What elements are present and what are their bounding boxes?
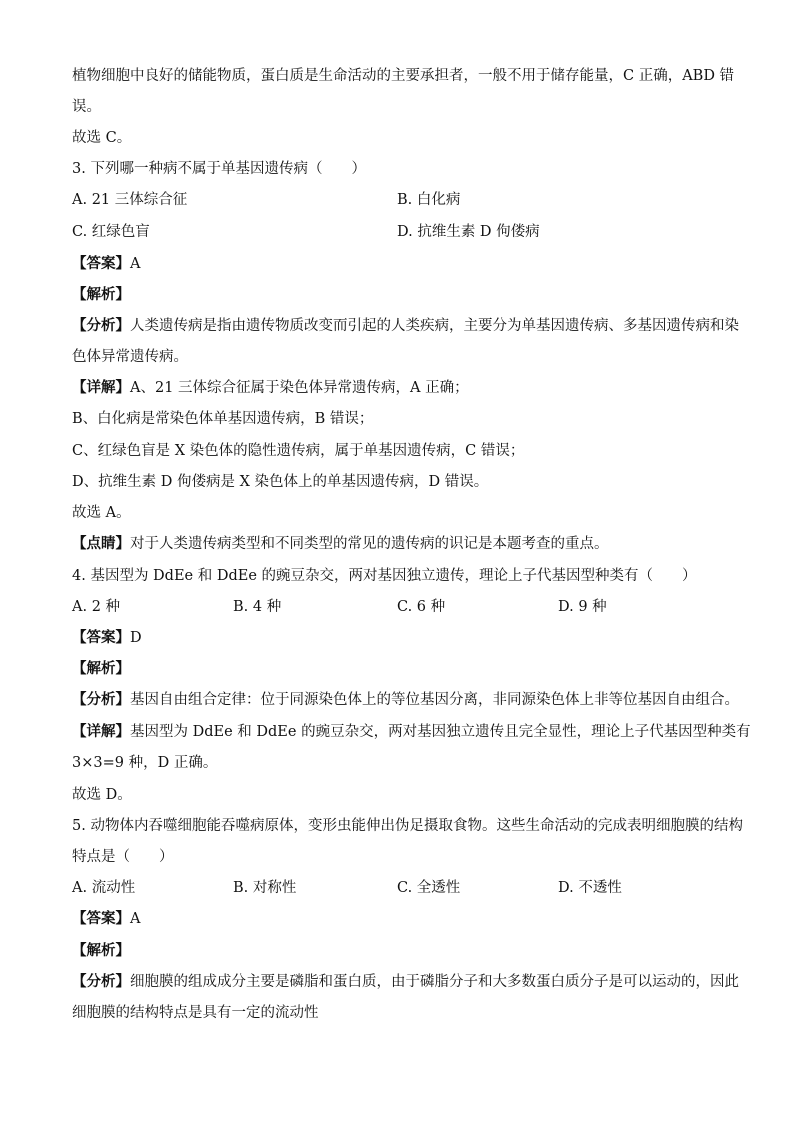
intro-line-1: 植物细胞中良好的储能物质，蛋白质是生命活动的主要承担者，一般不用于储存能量，C 正确，ABD 错 — [72, 68, 735, 84]
answer-value: A — [130, 911, 141, 927]
q4-option-a: A. 2 种 — [72, 599, 121, 615]
q5-option-d: D. 不透性 — [558, 880, 622, 896]
fenxi-text: 细胞膜的组成成分主要是磷脂和蛋白质，由于磷脂分子和大多数蛋白质分子是可以运动的，因此 — [130, 974, 739, 990]
xiangjie-text: A、21 三体综合征属于染色体异常遗传病，A 正确； — [130, 380, 469, 396]
dianjing-text: 对于人类遗传病类型和不同类型的常见的遗传病的识记是本题考查的重点。 — [130, 536, 609, 552]
q5-fenxi-line-1 — [72, 972, 739, 992]
q3-xiangjie-line-4: D、抗维生素 D 佝偻病是 X 染色体上的单基因遗传病，D 错误。 — [72, 474, 489, 490]
fenxi-text: 人类遗传病是指由遗传物质改变而引起的人类疾病，主要分为单基因遗传病、多基因遗传病和染 — [130, 318, 739, 334]
q3-option-d: D. 抗维生素 D 佝偻病 — [397, 224, 540, 240]
q5-answer — [72, 909, 140, 929]
q4-answer — [72, 628, 142, 648]
q3-option-b: B. 白化病 — [397, 192, 461, 208]
analysis-tag: 【解析】 — [72, 660, 130, 677]
fenxi-tag: 【分析】 — [72, 317, 130, 334]
dianjing-tag: 【点睛】 — [72, 535, 130, 552]
answer-tag: 【答案】 — [72, 629, 130, 646]
q5-fenxi-line-2: 细胞膜的结构特点是具有一定的流动性 — [72, 1005, 319, 1021]
fenxi-text: 基因自由组合定律：位于同源染色体上的等位基因分离，非同源染色体上非等位基因自由组合。 — [130, 692, 739, 708]
answer-value: A — [130, 256, 141, 272]
q3-option-c: C. 红绿色盲 — [72, 224, 150, 240]
xiangjie-text: 基因型为 DdEe 和 DdEe 的豌豆杂交，两对基因独立遗传且完全显性，理论上子代基因型种类有 — [130, 724, 751, 740]
q5-analysis-heading — [72, 941, 130, 961]
fenxi-tag: 【分析】 — [72, 973, 130, 990]
q4-option-d: D. 9 种 — [558, 599, 607, 615]
q4-analysis-heading — [72, 659, 130, 679]
answer-tag: 【答案】 — [72, 910, 130, 927]
q5-question-line-1: 5. 动物体内吞噬细胞能吞噬病原体，变形虫能伸出伪足摄取食物。这些生命活动的完成表明细胞膜的结构 — [72, 818, 743, 834]
answer-tag: 【答案】 — [72, 255, 130, 272]
q4-xiangjie-line-2: 3×3=9 种，D 正确。 — [72, 755, 218, 771]
q3-xiangjie-line-1 — [72, 378, 469, 398]
q4-fenxi-line-1 — [72, 690, 739, 710]
q4-xiangjie-line-1 — [72, 722, 751, 742]
intro-conclusion: 故选 C。 — [72, 130, 132, 146]
q4-conclusion: 故选 D。 — [72, 787, 132, 803]
q3-xiangjie-line-2: B、白化病是常染色体单基因遗传病，B 错误； — [72, 411, 374, 427]
q3-dianjing — [72, 534, 609, 554]
answer-value: D — [130, 630, 142, 646]
q3-analysis-heading — [72, 285, 130, 305]
analysis-tag: 【解析】 — [72, 286, 130, 303]
q4-question: 4. 基因型为 DdEe 和 DdEe 的豌豆杂交，两对基因独立遗传，理论上子代基因型种类有（ ） — [72, 568, 697, 584]
q5-option-b: B. 对称性 — [233, 880, 297, 896]
q3-fenxi-line-2: 色体异常遗传病。 — [72, 349, 188, 365]
q4-option-b: B. 4 种 — [233, 599, 282, 615]
q3-xiangjie-line-3: C、红绿色盲是 X 染色体的隐性遗传病，属于单基因遗传病，C 错误； — [72, 443, 525, 459]
fenxi-tag: 【分析】 — [72, 691, 130, 708]
q3-option-a: A. 21 三体综合征 — [72, 192, 188, 208]
q3-fenxi-line-1 — [72, 316, 739, 336]
q3-answer — [72, 254, 140, 274]
q5-option-a: A. 流动性 — [72, 880, 136, 896]
q3-question: 3. 下列哪一种病不属于单基因遗传病（ ） — [72, 161, 366, 177]
q3-conclusion: 故选 A。 — [72, 505, 131, 521]
q4-option-c: C. 6 种 — [397, 599, 446, 615]
q5-question-line-2: 特点是（ ） — [72, 849, 174, 865]
analysis-tag: 【解析】 — [72, 942, 130, 959]
xiangjie-tag: 【详解】 — [72, 379, 130, 396]
xiangjie-tag: 【详解】 — [72, 723, 130, 740]
q5-option-c: C. 全透性 — [397, 880, 461, 896]
intro-line-2: 误。 — [72, 99, 101, 115]
